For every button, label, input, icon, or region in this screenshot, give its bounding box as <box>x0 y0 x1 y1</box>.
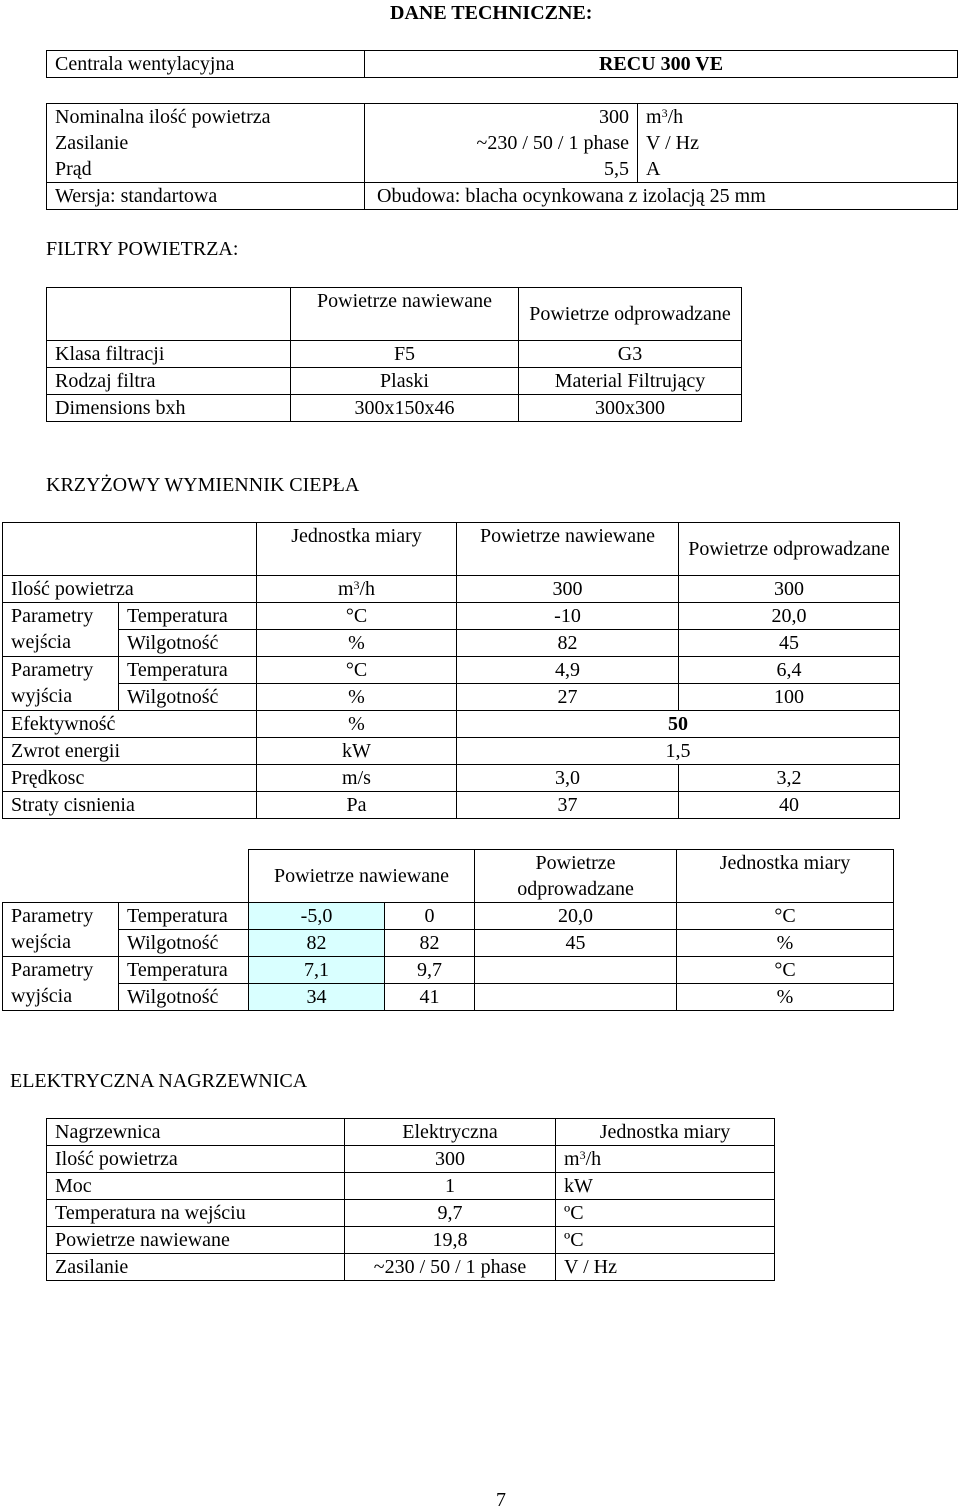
spec-unit: $m^3/h$ <box>638 104 958 131</box>
heater-row-label: Temperatura na wejściu <box>47 1200 345 1227</box>
value-cell: 9,7 <box>385 957 475 984</box>
filters-corner <box>47 288 291 341</box>
table-row <box>3 903 894 930</box>
unit-cell: °C <box>677 957 894 984</box>
value-cell: 20,0 <box>475 903 677 930</box>
conditions-col-exhaust: Powietrze odprowadzane <box>475 850 677 903</box>
row-label: Efektywność <box>3 711 257 738</box>
value-cell: 27 <box>457 684 679 711</box>
outlet-group-label: Parametry wyjścia <box>3 657 119 711</box>
value-cell: 37 <box>457 792 679 819</box>
value-cell: 4,9 <box>457 657 679 684</box>
temp-label: Temperatura <box>119 603 257 630</box>
unit-cell: °C <box>677 903 894 930</box>
table-row <box>3 984 894 1011</box>
value-cell: 34 <box>249 984 385 1011</box>
table-row <box>3 930 894 957</box>
value-cell: 82 <box>249 930 385 957</box>
table-row <box>47 395 742 422</box>
filters-heading: FILTRY POWIETRZA: <box>46 238 239 260</box>
version-row <box>47 183 958 210</box>
temp-label: Temperatura <box>119 957 249 984</box>
table-row <box>47 1173 775 1200</box>
value-cell: -5,0 <box>249 903 385 930</box>
table-row <box>3 603 900 630</box>
table-row <box>3 957 894 984</box>
unit-cell: % <box>677 930 894 957</box>
heater-value: 19,8 <box>345 1227 556 1254</box>
unit-cell: $m^3/h$ <box>257 576 457 603</box>
spec-label: Zasilanie <box>47 130 365 156</box>
table-row <box>47 1146 775 1173</box>
temp-label: Temperatura <box>119 903 249 930</box>
spec-row <box>47 130 958 156</box>
value-cell: -10 <box>457 603 679 630</box>
inlet-group-label: Parametry wejścia <box>3 603 119 657</box>
table-row <box>47 341 742 368</box>
value-cell: 1,5 <box>457 738 900 765</box>
inlet-group-label: Parametry wejścia <box>3 903 119 957</box>
spec-row <box>47 104 958 131</box>
value-cell: 45 <box>679 630 900 657</box>
unit-table <box>46 50 958 78</box>
filters-cell: 300x150x46 <box>291 395 519 422</box>
specs-table <box>46 103 958 210</box>
heater-row-label: Ilość powietrza <box>47 1146 345 1173</box>
value-cell: 20,0 <box>679 603 900 630</box>
unit-cell: % <box>257 711 457 738</box>
heater-unit: V / Hz <box>556 1254 775 1281</box>
table-row <box>3 576 900 603</box>
value-cell: 82 <box>385 930 475 957</box>
filters-row-label: Dimensions bxh <box>47 395 291 422</box>
unit-cell: m/s <box>257 765 457 792</box>
exchanger-heading: KRZYŻOWY WYMIENNIK CIEPŁA <box>46 474 360 496</box>
version-value: Obudowa: blacha ocynkowana z izolacją 25 mm <box>365 183 958 210</box>
unit-cell: Pa <box>257 792 457 819</box>
hum-label: Wilgotność <box>119 984 249 1011</box>
conditions-col-supply: Powietrze nawiewane <box>249 850 475 903</box>
spec-row <box>47 156 958 183</box>
heater-row-label: Moc <box>47 1173 345 1200</box>
heater-unit: $m^3/h$ <box>556 1146 775 1173</box>
spec-value: 300 <box>365 104 638 131</box>
unit-cell: °C <box>257 603 457 630</box>
table-row <box>3 630 900 657</box>
exchanger-corner <box>3 523 257 576</box>
filters-col-exhaust: Powietrze odprowadzane <box>519 288 742 341</box>
value-cell: 300 <box>679 576 900 603</box>
page-number: 7 <box>496 1489 506 1511</box>
heater-value: 300 <box>345 1146 556 1173</box>
heater-col-type: Elektryczna <box>345 1119 556 1146</box>
row-label: Zwrot energii <box>3 738 257 765</box>
table-row <box>47 1254 775 1281</box>
filters-cell: Material Filtrujący <box>519 368 742 395</box>
temp-label: Temperatura <box>119 657 257 684</box>
heater-heading: ELEKTRYCZNA NAGRZEWNICA <box>10 1070 308 1092</box>
heater-unit: ºC <box>556 1227 775 1254</box>
filters-cell: G3 <box>519 341 742 368</box>
filters-cell: Plaski <box>291 368 519 395</box>
hum-label: Wilgotność <box>119 930 249 957</box>
spec-value: ~230 / 50 / 1 phase <box>365 130 638 156</box>
spec-label: Nominalna ilość powietrza <box>47 104 365 131</box>
heater-col-label: Nagrzewnica <box>47 1119 345 1146</box>
table-row <box>3 765 900 792</box>
value-cell: 50 <box>457 711 900 738</box>
filters-table <box>46 287 742 422</box>
filters-cell: F5 <box>291 341 519 368</box>
heater-row-label: Zasilanie <box>47 1254 345 1281</box>
empty-cell <box>475 984 677 1011</box>
filters-col-supply: Powietrze nawiewane <box>291 288 519 341</box>
unit-cell: kW <box>257 738 457 765</box>
value-cell: 300 <box>457 576 679 603</box>
row-label: Ilość powietrza <box>3 576 257 603</box>
heater-table <box>46 1118 775 1281</box>
conditions-corner <box>3 850 249 903</box>
empty-cell <box>475 957 677 984</box>
conditions-col-unit: Jednostka miary <box>677 850 894 903</box>
table-row <box>47 1200 775 1227</box>
version-label: Wersja: standartowa <box>47 183 365 210</box>
heater-unit: ºC <box>556 1200 775 1227</box>
heater-col-unit: Jednostka miary <box>556 1119 775 1146</box>
table-row <box>3 738 900 765</box>
hum-label: Wilgotność <box>119 684 257 711</box>
unit-cell: % <box>257 630 457 657</box>
value-cell: 3,2 <box>679 765 900 792</box>
hum-label: Wilgotność <box>119 630 257 657</box>
unit-label: Centrala wentylacyjna <box>47 51 365 78</box>
heater-value: ~230 / 50 / 1 phase <box>345 1254 556 1281</box>
value-cell: 0 <box>385 903 475 930</box>
unit-cell: % <box>677 984 894 1011</box>
table-row <box>3 711 900 738</box>
unit-cell: % <box>257 684 457 711</box>
page-title: DANE TECHNICZNE: <box>390 2 593 24</box>
exchanger-table <box>2 522 900 819</box>
row-label: Straty cisnienia <box>3 792 257 819</box>
heater-value: 9,7 <box>345 1200 556 1227</box>
filters-cell: 300x300 <box>519 395 742 422</box>
value-cell: 40 <box>679 792 900 819</box>
outlet-group-label: Parametry wyjścia <box>3 957 119 1011</box>
value-cell: 7,1 <box>249 957 385 984</box>
conditions-table <box>2 849 894 1011</box>
value-cell: 45 <box>475 930 677 957</box>
spec-label: Prąd <box>47 156 365 183</box>
heater-row-label: Powietrze nawiewane <box>47 1227 345 1254</box>
row-label: Prędkosc <box>3 765 257 792</box>
exchanger-col-supply: Powietrze nawiewane <box>457 523 679 576</box>
table-row <box>47 368 742 395</box>
value-cell: 100 <box>679 684 900 711</box>
value-cell: 3,0 <box>457 765 679 792</box>
table-row <box>3 657 900 684</box>
spec-unit: V / Hz <box>638 130 958 156</box>
exchanger-col-exhaust: Powietrze odprowadzane <box>679 523 900 576</box>
value-cell: 41 <box>385 984 475 1011</box>
value-cell: 82 <box>457 630 679 657</box>
spec-value: 5,5 <box>365 156 638 183</box>
filters-row-label: Rodzaj filtra <box>47 368 291 395</box>
unit-cell: °C <box>257 657 457 684</box>
exchanger-col-unit: Jednostka miary <box>257 523 457 576</box>
table-row <box>3 684 900 711</box>
unit-model: RECU 300 VE <box>365 51 958 78</box>
value-cell: 6,4 <box>679 657 900 684</box>
heater-value: 1 <box>345 1173 556 1200</box>
table-row <box>47 1227 775 1254</box>
filters-row-label: Klasa filtracji <box>47 341 291 368</box>
spec-unit: A <box>638 156 958 183</box>
heater-unit: kW <box>556 1173 775 1200</box>
table-row <box>3 792 900 819</box>
